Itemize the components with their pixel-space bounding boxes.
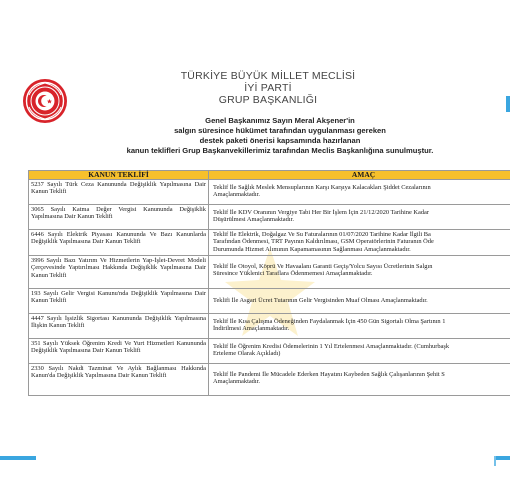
header-line-2: İYİ PARTİ <box>244 82 292 94</box>
law-proposals-table <box>28 170 510 396</box>
table-row <box>29 180 510 205</box>
header-line-1: TÜRKİYE BÜYÜK MİLLET MECLİSİ <box>180 70 356 82</box>
purpose-line: Durumunda Hizmet Alımının Kapamamasının Sağlanması Amaçlanmaktadır. <box>213 245 411 253</box>
intro-line-3: destek paketi önerisi kapsamında hazırlanan <box>199 136 361 145</box>
law-cell: 2330 Sayılı Nakdi Tazminat Ve Aylık Bağlanması Hakkında Kanun'da Değişiklik Yapılmasına Dair Kanun Teklifi <box>29 364 209 396</box>
purpose-line: Amaçlanmaktadır. <box>213 378 261 386</box>
table-row <box>29 364 510 396</box>
purpose-line: Tarafından Ödenmesi, TRT Payının Kaldırılması, GSM Operatörlerinin Faturanın Öde <box>213 238 434 246</box>
purpose-line: Teklif İle Kısa Çalışma Ödeneğinden Faydalanmak İçin 450 Gün Sigortalı Olma Şartının 1 <box>213 318 446 325</box>
column-header-law: KANUN TEKLİFİ <box>29 171 209 180</box>
law-cell: 351 Sayılı Yüksek Öğrenim Kredi Ve Yurt Hizmetleri Kanununda Değişiklik Yapılmasına Dair Kanun Teklifi <box>29 339 209 364</box>
purpose-cell <box>209 256 510 289</box>
purpose-cell <box>209 289 510 314</box>
law-cell: 193 Sayılı Gelir Vergisi Kanunu'nda Değişiklik Yapılmasına Dair Kanun Teklifi <box>29 289 209 314</box>
column-header-purpose: AMAÇ <box>209 171 510 180</box>
header-line-3: GRUP BAŞKANLIĞI <box>218 94 318 106</box>
purpose-line: Teklif İle Otoyol, Köprü Ve Havaalanı Garanti Geçiş/Yolcu Sayısı Ücretlerinin Salgın <box>213 263 433 270</box>
law-cell: 3065 Sayılı Katma Değer Vergisi Kanununda Değişiklik Yapılmasına Dair Kanun Teklifi <box>29 205 209 230</box>
purpose-cell <box>209 230 510 256</box>
purpose-cell <box>209 180 510 205</box>
table-row <box>29 339 510 364</box>
purpose-cell <box>209 364 510 396</box>
footer-accent-right <box>496 456 510 460</box>
table-row <box>29 314 510 339</box>
purpose-line: Amaçlanmaktadır. <box>213 191 261 199</box>
law-cell: 4447 Sayılı İşsizlik Sigortası Kanununda Değişiklik Yapılmasına İlişkin Kanun Teklifi <box>29 314 209 339</box>
document-header <box>150 70 386 106</box>
table-row <box>29 289 510 314</box>
law-cell: 5237 Sayılı Türk Ceza Kanununda Değişiklik Yapılmasına Dair Kanun Teklifi <box>29 180 209 205</box>
footer-accent-left <box>0 456 36 460</box>
purpose-line: Teklif İle Pandemi İle Mücadele Ederken Hayatını Kaybeden Sağlık Çalışanlarının Şehit S <box>213 371 445 378</box>
table-header-row <box>29 171 510 180</box>
right-accent-bar <box>506 96 510 112</box>
table-row <box>29 230 510 256</box>
table-row <box>29 205 510 230</box>
purpose-line: İndirilmesi Amaçlanmaktadır. <box>213 325 290 333</box>
purpose-line: Süresince Yüklenici Taraflara Ödenmemesi Amaçlanmaktadır. <box>213 270 373 278</box>
purpose-line: Teklif İle Sağlık Meslek Mensuplarının Karşı Karşıya Kalacakları Şiddet Cezalarının <box>213 184 431 191</box>
intro-line-4: kanun teklifleri Grup Başkanvekillerimiz tarafından Meclis Başkanlığına sunulmuştur. <box>126 146 434 155</box>
table-row <box>29 256 510 289</box>
purpose-line: Erteleme Olarak Açıkladı) <box>213 350 281 358</box>
purpose-line: Teklif İle KDV Oranının Vergiye Tabi Her Bir İşlem İçin 21/12/2020 Tarihine Kadar <box>213 209 430 216</box>
purpose-line: Teklif İle Elektrik, Doğalgaz Ve Su Faturalarının 01/07/2020 Tarihine Kadar İlgili Ba <box>213 231 431 238</box>
intro-line-1: Genel Başkanımız Sayın Meral Akşener'in <box>205 116 355 125</box>
law-cell: 3996 Sayılı Bazı Yatırım Ve Hizmetlerin Yap-İşlet-Devret Modeli Çerçevesinde Yaptırılması Hakkında Değişiklik Yapılmasına Dair Kanun Teklifi <box>29 256 209 289</box>
purpose-line: Teklif İle Öğrenim Kredisi Ödemelerinin 1 Yıl Ertelenmesi Amaçlanmaktadır. (Cumhurbaşk <box>213 343 450 350</box>
purpose-cell <box>209 314 510 339</box>
purpose-cell <box>209 339 510 364</box>
intro-text <box>60 116 500 156</box>
purpose-line: Düşürülmesi Amaçlanmaktadır. <box>213 216 294 224</box>
purpose-cell <box>209 205 510 230</box>
intro-line-2: salgın süresince hükümet tarafından uygulanması gereken <box>174 126 386 135</box>
purpose-line: Teklifi İle Asgari Ücret Tutarının Gelir Vergisinden Muaf Olması Amaçlanmaktadır. <box>213 297 428 304</box>
law-cell: 6446 Sayılı Elektrik Piyasası Kanununda Ve Bazı Kanunlarda Değişiklik Yapılmasına Dair Kanun Teklifi <box>29 230 209 256</box>
